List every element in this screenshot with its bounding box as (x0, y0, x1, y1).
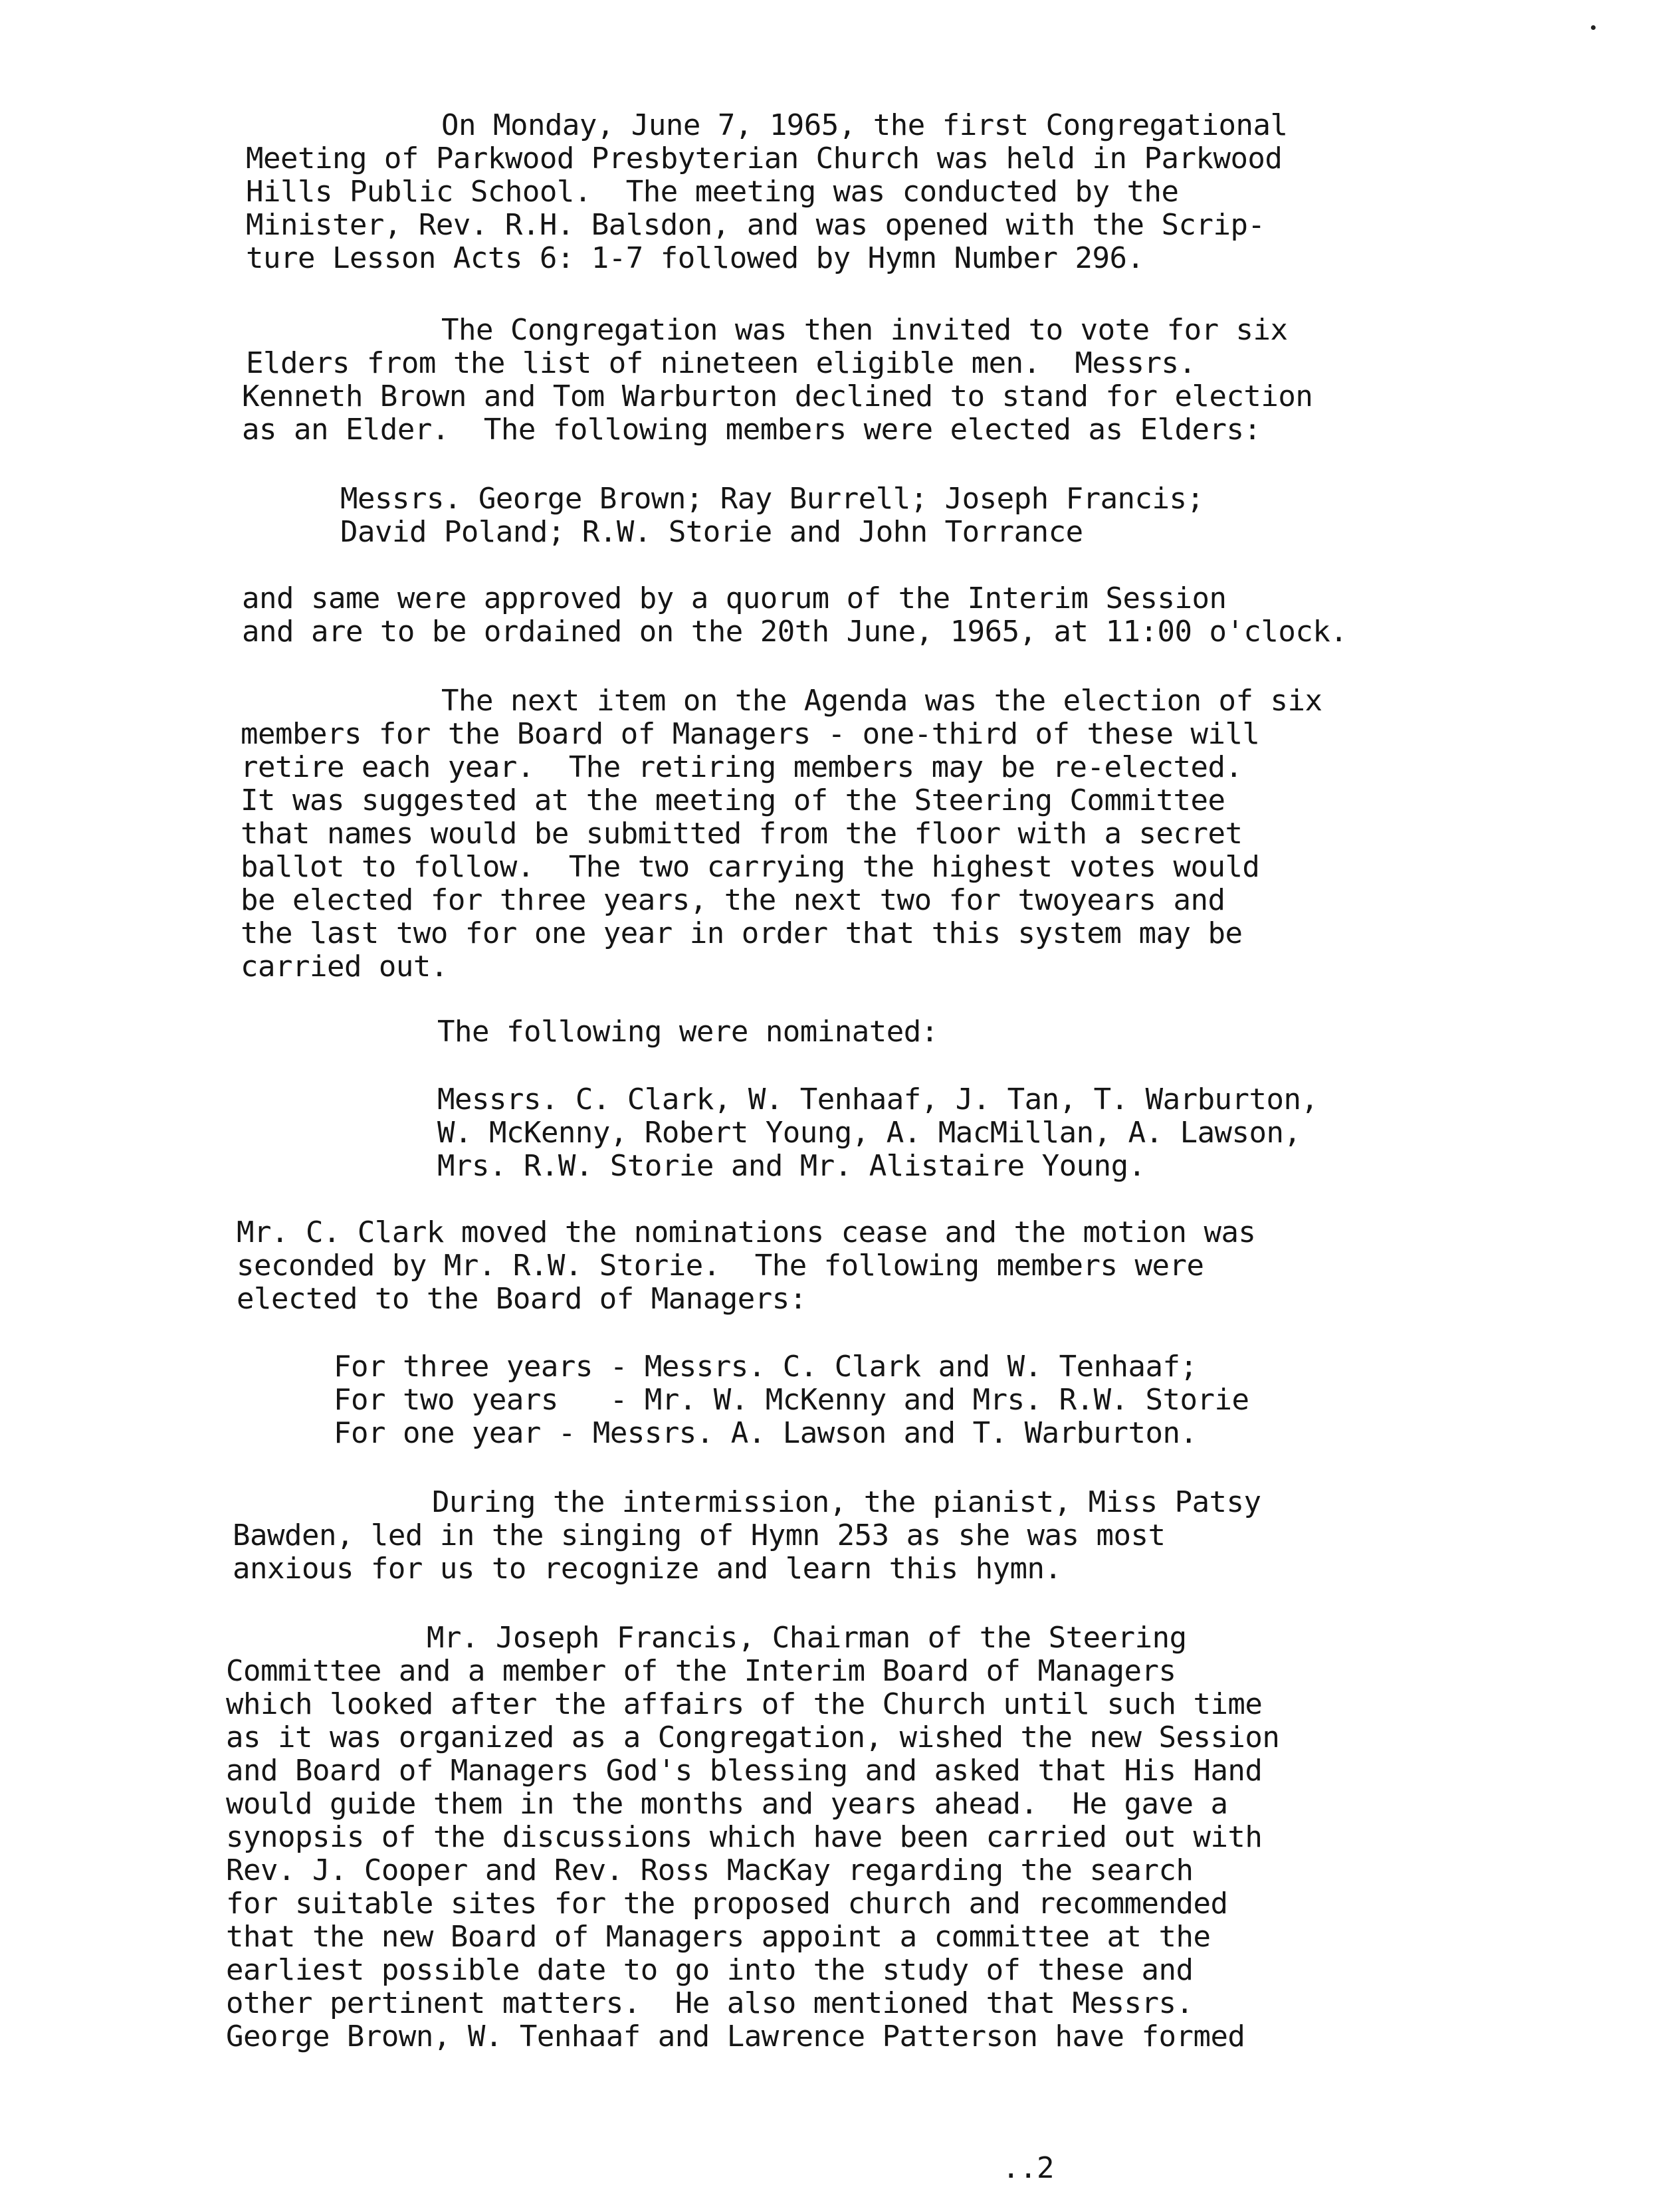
paragraph-7-line: earliest possible date to go into the study of these and (226, 1953, 1194, 1987)
paragraph-1-line: Meeting of Parkwood Presbyterian Church was held in Parkwood (246, 142, 1283, 175)
nominees-line: Mrs. R.W. Storie and Mr. Alistaire Young. (437, 1149, 1146, 1183)
paragraph-1-line: On Monday, June 7, 1965, the first Congregational (441, 108, 1288, 142)
paragraph-7-line: synopsis of the discussions which have been carried out with (226, 1820, 1263, 1854)
board-term-line: For one year - Messrs. A. Lawson and T. Warburton. (334, 1416, 1198, 1450)
paragraph-6-line: Bawden, led in the singing of Hymn 253 as she was most (233, 1518, 1166, 1552)
paragraph-4-line: The next item on the Agenda was the election of six (441, 684, 1322, 718)
paragraph-7-line: Mr. Joseph Francis, Chairman of the Steering (427, 1621, 1187, 1655)
paragraph-7-line: which looked after the affairs of the Church until such time (226, 1687, 1263, 1721)
paragraph-7-line: Committee and a member of the Interim Board of Managers (226, 1654, 1176, 1688)
nominees-line: Messrs. C. Clark, W. Tenhaaf, J. Tan, T. Warburton, (437, 1083, 1318, 1116)
paragraph-4-line: that names would be submitted from the floor with a secret (241, 817, 1243, 851)
board-term-line: For two years - Mr. W. McKenny and Mrs. R.W. Storie (334, 1383, 1249, 1417)
paragraph-7-line: would guide them in the months and years ahead. He gave a (226, 1787, 1228, 1821)
elders-list-line: Messrs. George Brown; Ray Burrell; Joseph Francis; (340, 482, 1204, 516)
elders-list-line: David Poland; R.W. Storie and John Torrance (340, 515, 1083, 549)
paragraph-7-line: other pertinent matters. He also mentioned that Messrs. (226, 1986, 1194, 2020)
board-term-line: For three years - Messrs. C. Clark and W. Tenhaaf; (334, 1350, 1198, 1384)
paragraph-1-line: Hills Public School. The meeting was conducted by the (246, 175, 1179, 209)
paragraph-4-line: It was suggested at the meeting of the Steering Committee (241, 783, 1225, 817)
paragraph-7-line: Rev. J. Cooper and Rev. Ross MacKay regarding the search (226, 1853, 1194, 1887)
paragraph-1-line: ture Lesson Acts 6: 1-7 followed by Hymn Number 296. (246, 241, 1144, 275)
nominated-intro: The following were nominated: (437, 1015, 938, 1049)
paragraph-4-line: ballot to follow. The two carrying the highest votes would (241, 850, 1260, 884)
paragraph-4-line: retire each year. The retiring members may be re-elected. (241, 750, 1243, 784)
paragraph-7-line: and Board of Managers God's blessing and asked that His Hand (226, 1754, 1263, 1788)
paragraph-1-line: Minister, Rev. R.H. Balsdon, and was opened with the Scrip- (246, 208, 1265, 242)
paragraph-2-line: The Congregation was then invited to vote for six (441, 313, 1288, 347)
paragraph-2-line: Kenneth Brown and Tom Warburton declined to stand for election (242, 379, 1313, 413)
paragraph-5-line: elected to the Board of Managers: (237, 1282, 807, 1316)
paragraph-2-line: Elders from the list of nineteen eligible men. Messrs. (246, 346, 1196, 380)
paragraph-3-line: and are to be ordained on the 20th June, 1965, at 11:00 o'clock. (242, 615, 1348, 649)
page-continuation-marker: ..2 (1002, 2151, 1054, 2185)
paragraph-5-line: seconded by Mr. R.W. Storie. The following members were (237, 1249, 1204, 1283)
paragraph-3-line: and same were approved by a quorum of the Interim Session (242, 581, 1227, 615)
nominees-line: W. McKenny, Robert Young, A. MacMillan, A. Lawson, (437, 1116, 1301, 1150)
paragraph-5-line: Mr. C. Clark moved the nominations cease and the motion was (237, 1215, 1256, 1249)
paragraph-7-line: as it was organized as a Congregation, wished the new Session (226, 1721, 1280, 1754)
paragraph-6-line: anxious for us to recognize and learn this hymn. (233, 1552, 1062, 1586)
paragraph-7-line: that the new Board of Managers appoint a committee at the (226, 1920, 1211, 1954)
paragraph-6-line: During the intermission, the pianist, Miss Patsy (432, 1485, 1261, 1519)
paragraph-2-line: as an Elder. The following members were elected as Elders: (242, 413, 1261, 447)
paragraph-7-line: George Brown, W. Tenhaaf and Lawrence Patterson have formed (226, 2020, 1245, 2053)
paragraph-4-line: members for the Board of Managers - one-third of these will (241, 717, 1260, 751)
paragraph-7-line: for suitable sites for the proposed church and recommended (226, 1887, 1228, 1921)
paragraph-4-line: the last two for one year in order that this system may be (241, 916, 1243, 950)
paragraph-4-line: be elected for three years, the next two for twoyears and (241, 883, 1225, 917)
scan-speck (1591, 25, 1596, 30)
paragraph-4-line: carried out. (241, 950, 448, 984)
